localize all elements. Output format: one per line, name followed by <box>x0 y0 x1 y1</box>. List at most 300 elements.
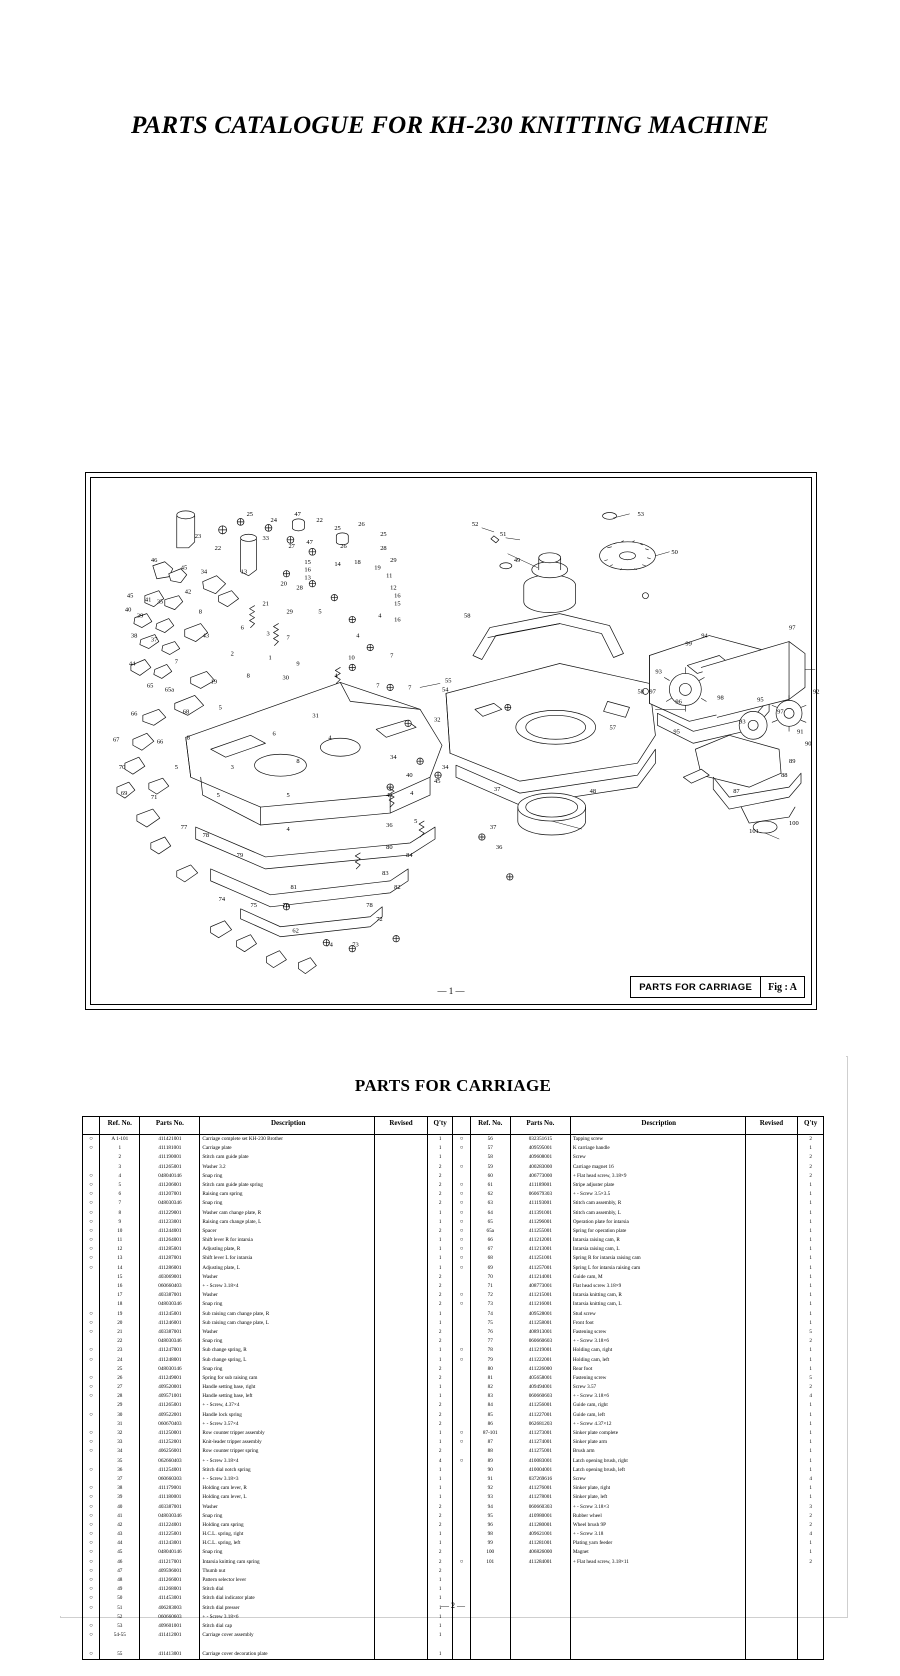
cell-line: 060660403 <box>158 1283 182 1289</box>
svg-text:19: 19 <box>210 678 218 686</box>
cell-line: 73 <box>487 1301 493 1308</box>
cell-line <box>453 1548 469 1557</box>
cell-line <box>375 1365 427 1374</box>
cell-line: ○ <box>89 1604 93 1611</box>
cell-line: 1 <box>438 1218 442 1225</box>
cell-line: 411227001 <box>528 1411 552 1418</box>
svg-text:80: 80 <box>386 843 393 851</box>
svg-text:73: 73 <box>352 941 359 949</box>
cell-line <box>83 1640 99 1649</box>
cell-line <box>375 1585 427 1594</box>
cell-line: Stitch dial notch spring <box>202 1466 251 1473</box>
svg-text:34: 34 <box>200 568 208 576</box>
col-qty-left: Q'ty <box>427 1117 453 1135</box>
cell-line <box>375 1493 427 1502</box>
cell-line: 048040146 <box>158 1172 182 1179</box>
cell-mark-left <box>83 1135 100 1660</box>
cell-line: 1 <box>438 1494 442 1501</box>
cell-line: 41 <box>117 1512 123 1519</box>
cell-line: Fastening screw <box>572 1328 607 1335</box>
cell-line: ○ <box>89 1145 93 1152</box>
cell-line <box>83 1457 99 1466</box>
cell-line <box>375 1429 427 1438</box>
cell-line: Snap ring <box>202 1365 223 1372</box>
cell-line: 411286001 <box>158 1264 182 1271</box>
cell-line: + - Screw 3.5×3.5 <box>572 1191 611 1198</box>
cell-line: ○ <box>89 1650 93 1657</box>
cell-line <box>453 1521 469 1530</box>
cell-line: 1 <box>438 1604 442 1611</box>
cell-line: 1 <box>809 1439 812 1446</box>
cell-line: 52 <box>117 1613 123 1620</box>
cell-line: ○ <box>89 1191 93 1198</box>
cell-line: 1 <box>438 1209 442 1216</box>
cell-line <box>375 1172 427 1181</box>
svg-text:2: 2 <box>230 650 234 658</box>
cell-line <box>83 1300 99 1309</box>
cell-line <box>375 1401 427 1410</box>
cell-line: 78 <box>487 1347 493 1354</box>
cell-line: ○ <box>89 1310 93 1317</box>
cell-line: 1 <box>809 1420 812 1427</box>
cell-line: ○ <box>459 1356 464 1363</box>
cell-line: ○ <box>89 1567 93 1574</box>
cell-line: 4 <box>809 1531 812 1538</box>
cell-line: 411181001 <box>158 1145 182 1152</box>
cell-line <box>375 1300 427 1309</box>
cell-line <box>746 1282 798 1291</box>
cell-line <box>746 1190 798 1199</box>
cell-line <box>375 1640 427 1649</box>
cell-line: ○ <box>459 1439 464 1446</box>
cell-line: Sinker plate arm <box>572 1439 608 1446</box>
cell-line: ○ <box>89 1622 93 1629</box>
cell-line: 35 <box>117 1457 123 1464</box>
cell-line: 032351615 <box>528 1136 553 1142</box>
cell-line: Flat head screw 3.18×9 <box>572 1283 622 1289</box>
cell-line: 1 <box>438 1393 442 1400</box>
cell-line: 12 <box>117 1246 123 1253</box>
svg-text:93: 93 <box>739 718 746 726</box>
cell-line: 79 <box>487 1356 493 1363</box>
svg-text:50: 50 <box>671 548 678 556</box>
cell-line: 95 <box>487 1512 493 1519</box>
cell-line: 4 <box>118 1172 122 1179</box>
cell-line: 1 <box>809 1402 812 1409</box>
cell-line: 411206001 <box>158 1181 182 1188</box>
cell-line: 68 <box>487 1255 493 1262</box>
cell-line: 406826000 <box>528 1549 553 1556</box>
cell-line <box>375 1539 427 1548</box>
cell-line: 100 <box>486 1549 495 1556</box>
cell-line: 1 <box>438 1485 442 1492</box>
cell-line: 2 <box>438 1411 442 1418</box>
cell-line: 2 <box>438 1200 442 1207</box>
svg-text:87: 87 <box>733 788 740 796</box>
cell-parts-right <box>510 1135 570 1660</box>
svg-text:78: 78 <box>202 831 210 839</box>
cell-line <box>375 1466 427 1475</box>
cell-line: 409595001 <box>528 1145 553 1152</box>
svg-text:37: 37 <box>489 824 497 832</box>
cell-line: 1 <box>809 1209 812 1216</box>
cell-line: 411421001 <box>158 1136 182 1142</box>
cell-line: 1 <box>809 1549 812 1556</box>
cell-line: + - Screw 3.18×4 <box>202 1283 239 1289</box>
cell-line: 17 <box>117 1292 123 1299</box>
cell-line: 411391001 <box>528 1209 552 1216</box>
parts-table <box>82 1116 824 1660</box>
svg-text:35: 35 <box>156 598 164 606</box>
cell-line <box>375 1153 427 1162</box>
svg-text:5: 5 <box>174 764 178 772</box>
cell-line: 46 <box>117 1558 123 1565</box>
svg-text:58: 58 <box>463 612 471 620</box>
cell-line: Latch opening brush, right <box>572 1457 628 1464</box>
cell-line: 1 <box>809 1237 812 1244</box>
col-desc-right: Description <box>570 1117 745 1135</box>
cell-line <box>453 1484 469 1493</box>
cell-line: Washer <box>202 1273 218 1280</box>
cell-line <box>453 1539 469 1548</box>
cell-line <box>453 1493 469 1502</box>
cell-line: 4 <box>438 1457 442 1464</box>
cell-line <box>746 1245 798 1254</box>
cell-line: Intarsia raising cam, R <box>572 1237 620 1244</box>
cell-line: 411233001 <box>158 1218 182 1225</box>
cell-line: 9 <box>118 1218 122 1225</box>
cell-line: 037269616 <box>528 1475 553 1482</box>
figure-label-tag: Fig : A <box>768 981 797 993</box>
cell-line: 2 <box>809 1512 812 1519</box>
svg-text:84: 84 <box>406 851 413 859</box>
cell-line: 409522001 <box>158 1411 182 1418</box>
cell-line <box>746 1264 798 1273</box>
cell-line <box>375 1548 427 1557</box>
cell-line: 13 <box>117 1255 123 1262</box>
svg-text:5: 5 <box>218 704 222 712</box>
cell-line: 2 <box>438 1365 442 1372</box>
cell-line: ○ <box>89 1393 93 1400</box>
cell-line: 2 <box>438 1227 442 1234</box>
cell-line <box>375 1411 427 1420</box>
svg-text:22: 22 <box>214 544 222 552</box>
cell-line: 87-101 <box>482 1430 498 1436</box>
cell-line: 411193001 <box>528 1200 552 1207</box>
cell-line: 411412001 <box>158 1632 182 1639</box>
cell-line: 82 <box>487 1384 493 1391</box>
svg-text:20: 20 <box>280 580 287 588</box>
cell-line: 1 <box>438 1632 442 1639</box>
cell-line <box>746 1503 798 1512</box>
cell-line: 1 <box>438 1264 442 1271</box>
cell-line: ○ <box>89 1521 93 1528</box>
cell-line <box>375 1181 427 1190</box>
cell-line <box>746 1429 798 1438</box>
cell-line: Snap ring <box>202 1301 223 1308</box>
cell-line: ○ <box>459 1457 464 1464</box>
col-ref-right: Ref. No. <box>470 1117 510 1135</box>
cell-line: 48 <box>117 1577 123 1583</box>
svg-text:65: 65 <box>146 682 154 690</box>
cell-line: 2 <box>438 1273 442 1280</box>
svg-text:16: 16 <box>304 566 311 574</box>
svg-text:9: 9 <box>296 660 300 668</box>
cell-line <box>746 1530 798 1539</box>
cell-line: 411225001 <box>158 1531 182 1538</box>
svg-text:68: 68 <box>182 708 190 716</box>
cell-line: 93 <box>487 1494 493 1501</box>
svg-text:62: 62 <box>292 927 299 935</box>
cell-line: 40 <box>117 1503 123 1510</box>
svg-text:18: 18 <box>354 558 361 566</box>
svg-text:47: 47 <box>306 538 313 546</box>
svg-text:22: 22 <box>316 516 323 524</box>
cell-line: 85 <box>487 1411 493 1418</box>
cell-line <box>140 1640 199 1649</box>
cell-line: 411217001 <box>158 1558 182 1565</box>
svg-text:67: 67 <box>112 736 120 744</box>
cell-line: 77 <box>487 1338 493 1345</box>
cell-line: 403387001 <box>158 1292 182 1299</box>
cell-line: 409571001 <box>158 1393 182 1400</box>
svg-text:26: 26 <box>358 520 365 528</box>
cell-line: 411245001 <box>158 1310 182 1317</box>
cell-line: Screw <box>572 1475 586 1482</box>
svg-text:36: 36 <box>495 843 503 851</box>
col-desc-left: Description <box>200 1117 375 1135</box>
svg-text:89: 89 <box>789 758 796 766</box>
cell-line: ○ <box>89 1466 93 1473</box>
cell-rev-left <box>375 1135 428 1660</box>
svg-text:93: 93 <box>655 668 662 676</box>
svg-text:25: 25 <box>246 510 254 518</box>
cell-line <box>746 1181 798 1190</box>
svg-text:82: 82 <box>394 883 401 891</box>
cell-line: ○ <box>89 1503 93 1510</box>
cell-line: ○ <box>89 1328 93 1335</box>
svg-text:6: 6 <box>240 624 244 632</box>
svg-text:4: 4 <box>356 632 360 640</box>
cell-line: Guide cam, M <box>572 1273 603 1280</box>
cell-line: 060660603 <box>528 1338 553 1345</box>
cell-line <box>375 1438 427 1447</box>
cell-line <box>375 1475 427 1484</box>
cell-line: 411179001 <box>158 1485 182 1492</box>
cell-ref-right <box>470 1135 510 1660</box>
svg-text:46: 46 <box>150 556 158 564</box>
cell-line: 410083001 <box>528 1457 553 1464</box>
cell-line <box>746 1401 798 1410</box>
cell-line: Carriage cover decoration plate <box>202 1650 268 1657</box>
svg-text:97: 97 <box>777 708 784 716</box>
cell-line: 71 <box>487 1283 493 1289</box>
cell-line: 411281001 <box>528 1540 552 1547</box>
cell-line: Stitch dial cap <box>202 1622 233 1629</box>
cell-line: 411229001 <box>158 1209 182 1216</box>
cell-line: 403069001 <box>158 1273 182 1280</box>
cell-line <box>83 1291 99 1300</box>
cell-line: Washer <box>202 1503 218 1510</box>
cell-line: ○ <box>459 1181 464 1188</box>
svg-text:54: 54 <box>442 686 449 694</box>
cell-line: 411287001 <box>158 1255 182 1262</box>
cell-line: 411250001 <box>158 1430 182 1436</box>
cell-line: 38 <box>117 1485 123 1492</box>
svg-text:5: 5 <box>414 818 418 826</box>
cell-line: 411278001 <box>528 1494 552 1501</box>
cell-line: 30 <box>117 1411 123 1418</box>
svg-text:4: 4 <box>378 612 382 620</box>
cell-line: ○ <box>459 1209 464 1216</box>
figure-label-box <box>630 976 805 998</box>
cell-line: Raising cam spring <box>202 1191 243 1198</box>
cell-line <box>375 1457 427 1466</box>
col-qty-right: Q'ty <box>798 1117 824 1135</box>
cell-line: 63 <box>487 1200 493 1207</box>
cell-line: 90 <box>487 1466 493 1473</box>
cell-line <box>746 1218 798 1227</box>
cell-line: ○ <box>459 1301 464 1308</box>
cell-line: + - Screw 3.18×6 <box>202 1613 239 1620</box>
cell-line: 2 <box>438 1163 442 1170</box>
cell-line: 1 <box>438 1439 442 1446</box>
page-title: PARTS CATALOGUE FOR KH-230 KNITTING MACHINE <box>130 112 770 139</box>
svg-text:14: 14 <box>334 560 341 568</box>
cell-line: ○ <box>459 1200 464 1207</box>
cell-line: ○ <box>89 1319 93 1326</box>
cell-line: 31 <box>117 1420 123 1427</box>
cell-line: 51 <box>117 1604 123 1611</box>
cell-line <box>453 1328 469 1337</box>
cell-line: Handle setting base, right <box>202 1384 256 1391</box>
cell-line <box>746 1512 798 1521</box>
cell-line: 411273001 <box>528 1430 552 1436</box>
cell-line <box>453 1383 469 1392</box>
cell-line: 98 <box>487 1531 493 1538</box>
cell-line <box>453 1475 469 1484</box>
cell-line: 411284001 <box>528 1558 552 1565</box>
cell-line <box>375 1447 427 1456</box>
cell-line <box>746 1447 798 1456</box>
cell-line: Sub change spring, L <box>202 1356 247 1363</box>
cell-line: 2 <box>809 1521 812 1528</box>
cell-line: 2 <box>809 1384 812 1391</box>
cell-line: 411243001 <box>158 1540 182 1547</box>
cell-line: Stripe adjuster plate <box>572 1181 615 1188</box>
svg-text:101: 101 <box>749 828 759 836</box>
cell-line: + Flat head screw, 3.18×9 <box>572 1172 627 1179</box>
cell-line: Row counter tripper spring <box>202 1448 259 1455</box>
cell-line: ○ <box>89 1430 93 1436</box>
svg-text:88: 88 <box>781 772 788 780</box>
svg-text:48: 48 <box>589 788 597 796</box>
cell-line: 75 <box>487 1319 493 1326</box>
cell-line: + - Screw 3.18×3 <box>202 1475 239 1482</box>
cell-line: 67 <box>487 1246 493 1253</box>
cell-line: 42 <box>117 1521 123 1528</box>
svg-text:98: 98 <box>717 694 724 702</box>
cell-line <box>746 1484 798 1493</box>
svg-text:69: 69 <box>120 790 128 798</box>
svg-text:7: 7 <box>408 684 412 692</box>
cell-line <box>375 1254 427 1263</box>
cell-ref-left <box>100 1135 140 1660</box>
cell-mark-right <box>453 1135 470 1660</box>
figure-label-main: PARTS FOR CARRIAGE <box>631 977 761 997</box>
cell-line <box>453 1153 469 1162</box>
cell-line: 411212001 <box>528 1237 552 1244</box>
cell-line: Sinker plate complete <box>572 1430 619 1436</box>
svg-text:15: 15 <box>394 600 401 608</box>
col-parts-right: Parts No. <box>510 1117 570 1135</box>
svg-text:5: 5 <box>216 792 220 800</box>
cell-line: 101 <box>486 1558 495 1565</box>
col-mark-left <box>83 1117 100 1135</box>
cell-line: 411413001 <box>158 1650 182 1657</box>
cell-line: ○ <box>89 1558 93 1565</box>
cell-line: + - Screw 3.18×6 <box>572 1393 609 1400</box>
cell-line <box>375 1227 427 1236</box>
cell-line: 59 <box>487 1163 493 1170</box>
svg-text:8: 8 <box>246 672 250 680</box>
cell-line: 409621001 <box>528 1531 553 1538</box>
cell-line: 411247001 <box>158 1347 182 1354</box>
cell-line: 411190001 <box>158 1154 182 1161</box>
cell-line: 060679303 <box>528 1191 553 1198</box>
svg-text:70: 70 <box>118 764 126 772</box>
cell-line: 1 <box>809 1347 812 1354</box>
cell-line <box>453 1282 469 1291</box>
cell-line: 49 <box>117 1586 123 1593</box>
cell-line: 91 <box>487 1475 493 1482</box>
cell-line: 1 <box>438 1356 442 1363</box>
svg-text:11: 11 <box>386 572 393 580</box>
svg-text:28: 28 <box>296 584 303 592</box>
cell-line <box>746 1209 798 1218</box>
cell-line: Spacer <box>202 1227 217 1234</box>
cell-line: 411285001 <box>158 1246 182 1253</box>
cell-line: 22 <box>117 1338 123 1345</box>
cell-line <box>746 1328 798 1337</box>
cell-line <box>746 1236 798 1245</box>
cell-line: 1 <box>438 1622 442 1629</box>
cell-line: Snap ring <box>202 1338 223 1345</box>
cell-line: Sinker plate, right <box>572 1485 611 1492</box>
svg-text:23: 23 <box>194 532 202 540</box>
cell-line: + - Screw 4.37×12 <box>572 1420 612 1427</box>
svg-text:29: 29 <box>286 608 293 616</box>
cell-line <box>453 1466 469 1475</box>
svg-text:38: 38 <box>130 632 138 640</box>
cell-line: 2 <box>438 1283 442 1289</box>
cell-line: Magnet <box>572 1549 589 1556</box>
cell-line: 1 <box>809 1301 812 1308</box>
cell-line: Sub raising cam change plate, L <box>202 1319 269 1326</box>
cell-line: 409601001 <box>158 1622 182 1629</box>
cell-line: 2 <box>118 1154 122 1161</box>
cell-line <box>746 1310 798 1319</box>
svg-text:74: 74 <box>218 895 226 903</box>
svg-text:12: 12 <box>390 584 397 592</box>
cell-line: Handle setting base, left <box>202 1393 253 1400</box>
cell-line: 57 <box>487 1145 493 1152</box>
cell-line <box>375 1209 427 1218</box>
cell-line: 411266001 <box>158 1577 182 1583</box>
cell-line: 1 <box>809 1181 812 1188</box>
cell-line: 048030346 <box>158 1338 182 1345</box>
svg-text:55: 55 <box>445 677 452 685</box>
